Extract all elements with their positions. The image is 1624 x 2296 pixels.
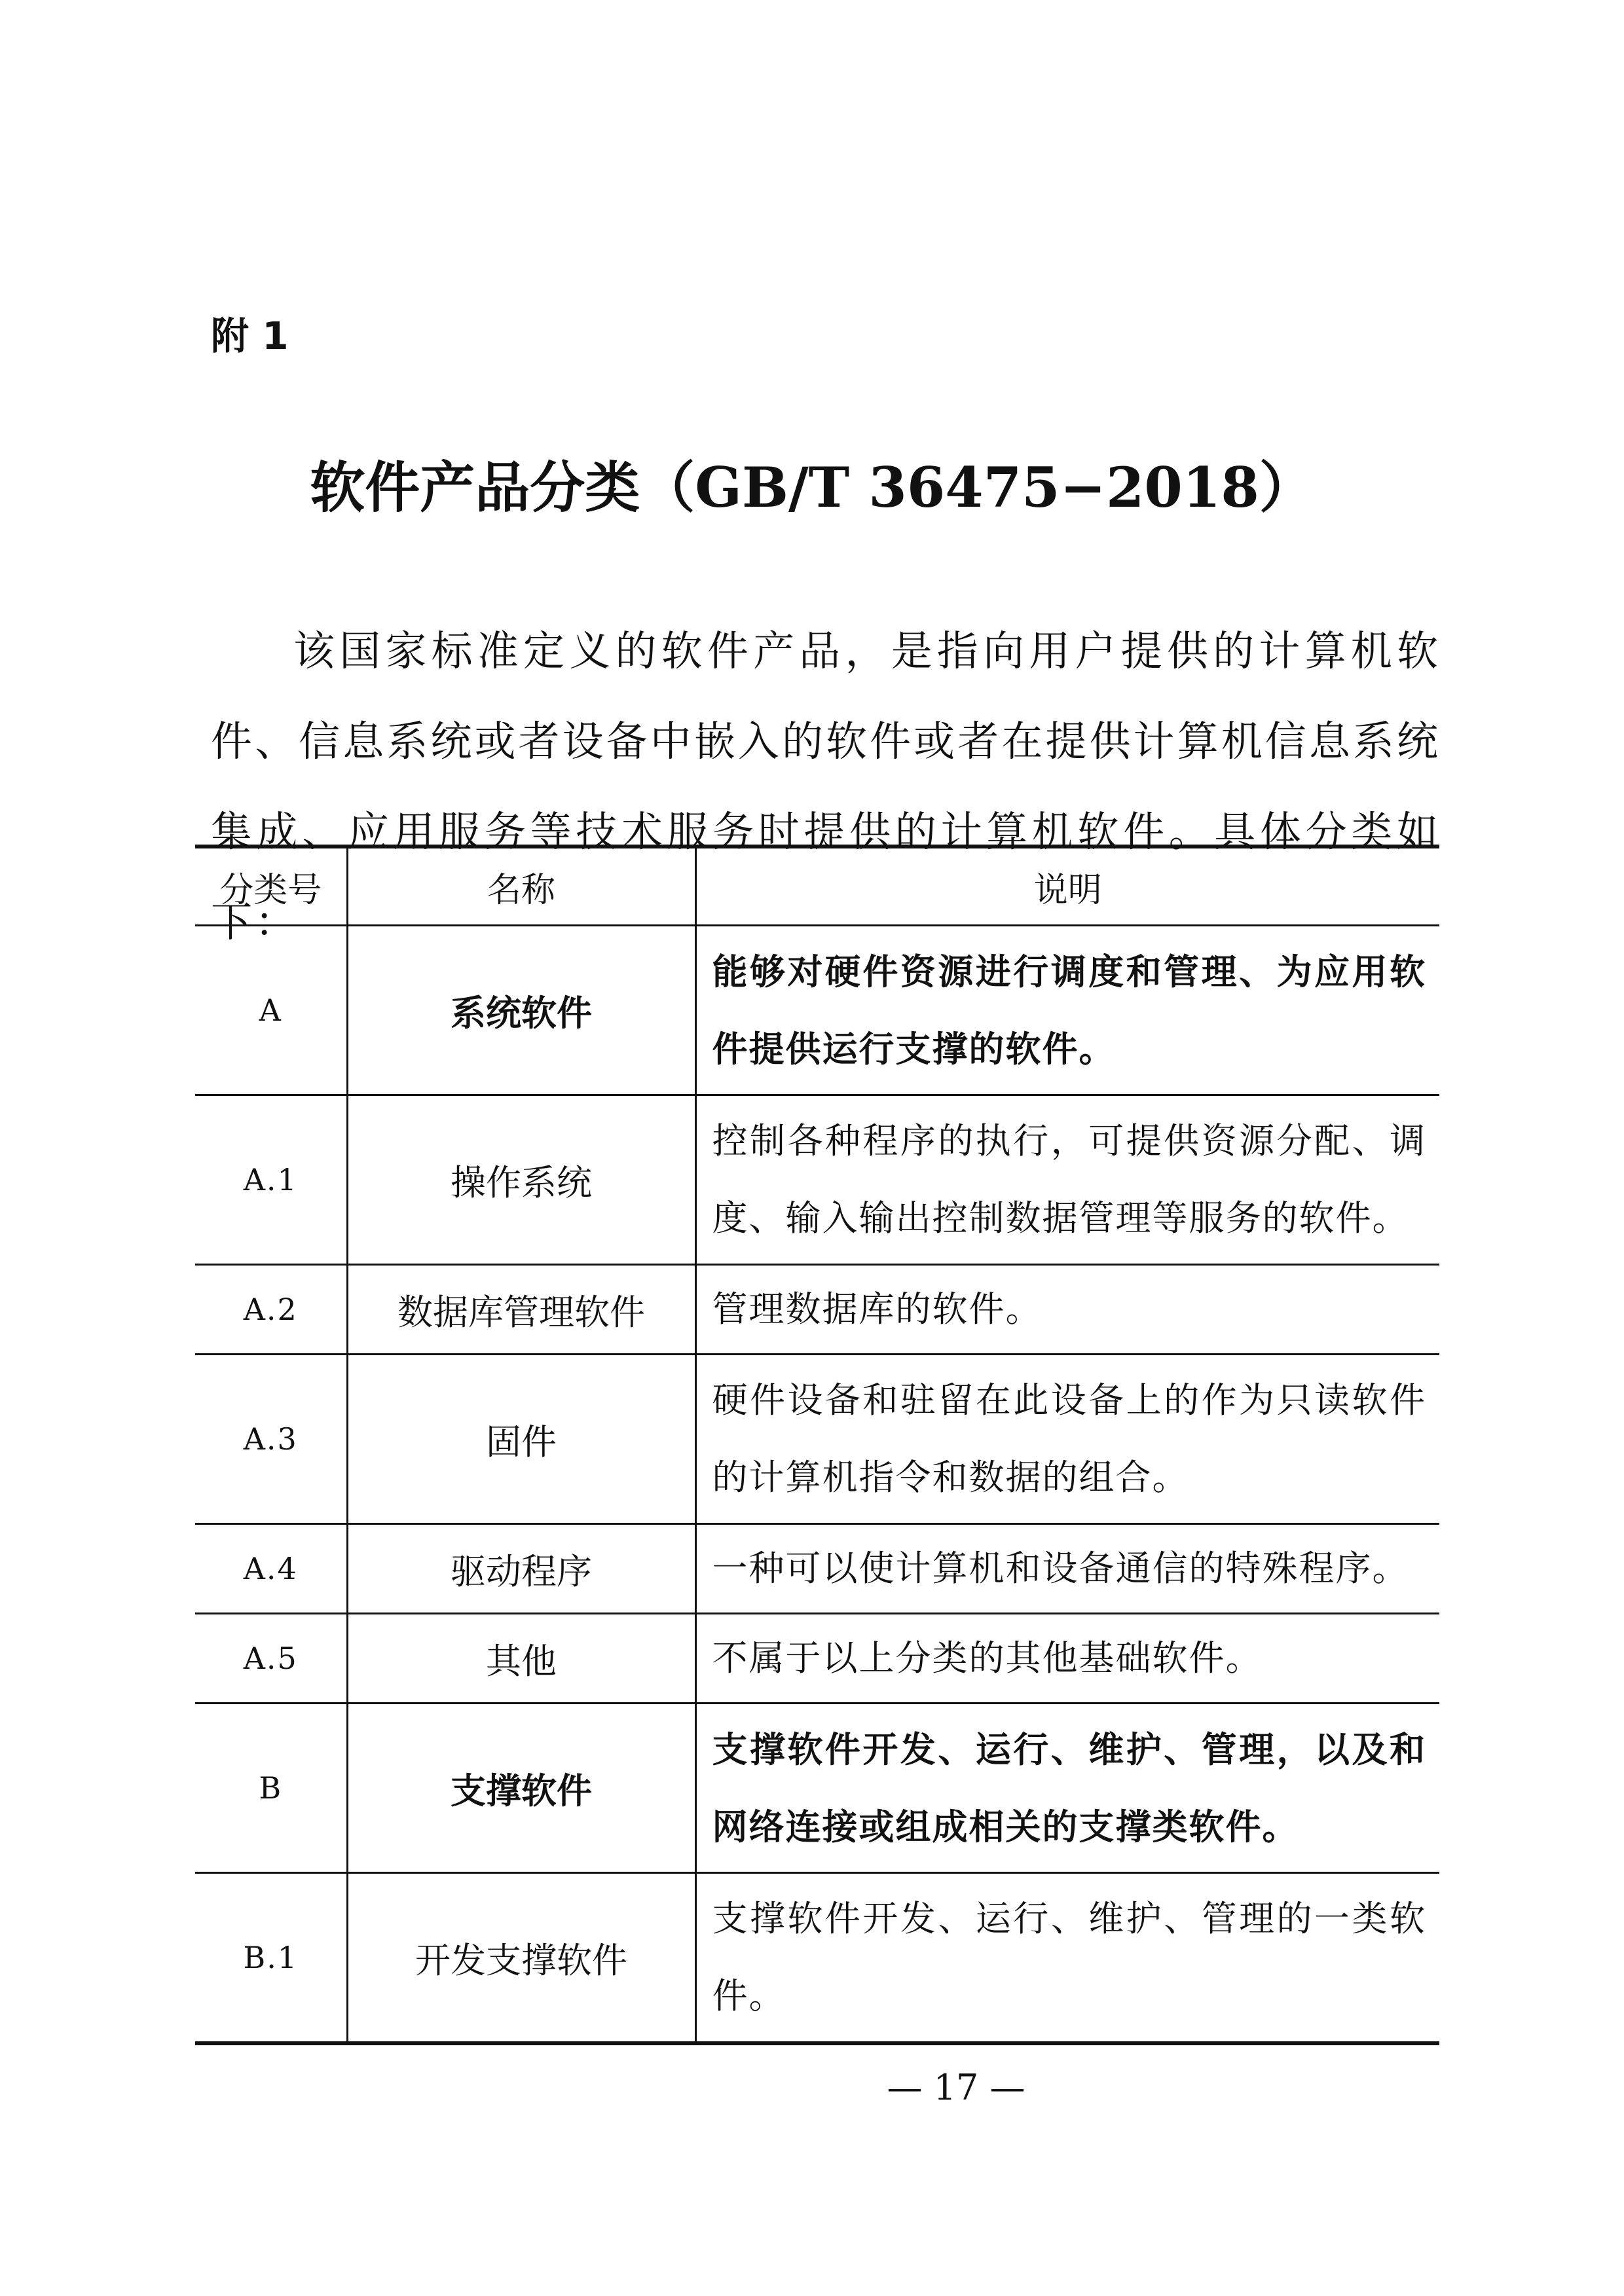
row-name: 其他 — [347, 1614, 695, 1704]
row-code: A.3 — [195, 1355, 347, 1524]
row-name: 系统软件 — [347, 926, 695, 1095]
row-name: 支撑软件 — [347, 1704, 695, 1873]
row-name: 数据库管理软件 — [347, 1265, 695, 1355]
appendix-label: 附 1 — [211, 314, 289, 358]
table-row — [195, 1614, 1439, 1704]
table-row — [195, 1704, 1439, 1873]
row-code: B.1 — [195, 1873, 347, 2044]
row-code: A.2 — [195, 1265, 347, 1355]
row-name: 固件 — [347, 1355, 695, 1524]
row-desc: 支撑软件开发、运行、维护、管理，以及和网络连接或组成相关的支撑类软件。 — [695, 1704, 1439, 1873]
header-desc: 说明 — [695, 847, 1439, 926]
row-code: A.4 — [195, 1524, 347, 1614]
header-code: 分类号 — [195, 847, 347, 926]
row-name: 开发支撑软件 — [347, 1873, 695, 2044]
table-row — [195, 1873, 1439, 2044]
header-name: 名称 — [347, 847, 695, 926]
row-desc: 一种可以使计算机和设备通信的特殊程序。 — [695, 1524, 1439, 1614]
row-name: 操作系统 — [347, 1095, 695, 1265]
row-code: A.5 — [195, 1614, 347, 1704]
row-desc: 能够对硬件资源进行调度和管理、为应用软件提供运行支撑的软件。 — [695, 926, 1439, 1095]
classification-table — [195, 845, 1439, 2045]
intro-paragraph: 该国家标准定义的软件产品，是指向用户提供的计算机软件、信息系统或者设备中嵌入的软件或者在提供计算机信息系统集成、应用服务等技术服务时提供的计算机软件。具体分类如下： — [211, 627, 1441, 946]
row-code: B — [195, 1704, 347, 1873]
row-desc: 不属于以上分类的其他基础软件。 — [695, 1614, 1439, 1704]
row-desc: 控制各种程序的执行，可提供资源分配、调度、输入输出控制数据管理等服务的软件。 — [695, 1095, 1439, 1265]
row-desc: 支撑软件开发、运行、维护、管理的一类软件。 — [695, 1873, 1439, 2044]
row-desc: 硬件设备和驻留在此设备上的作为只读软件的计算机指令和数据的组合。 — [695, 1355, 1439, 1524]
table-header-row — [195, 847, 1439, 926]
table-row — [195, 1355, 1439, 1524]
table-row — [195, 1095, 1439, 1265]
row-name: 驱动程序 — [347, 1524, 695, 1614]
document-title: 软件产品分类（GB/T 36475−2018） — [310, 455, 1314, 520]
row-desc: 管理数据库的软件。 — [695, 1265, 1439, 1355]
row-code: A.1 — [195, 1095, 347, 1265]
table-row — [195, 1265, 1439, 1355]
row-code: A — [195, 926, 347, 1095]
page-number: — 17 — — [887, 2067, 1025, 2108]
table-row — [195, 1524, 1439, 1614]
table-row — [195, 926, 1439, 1095]
